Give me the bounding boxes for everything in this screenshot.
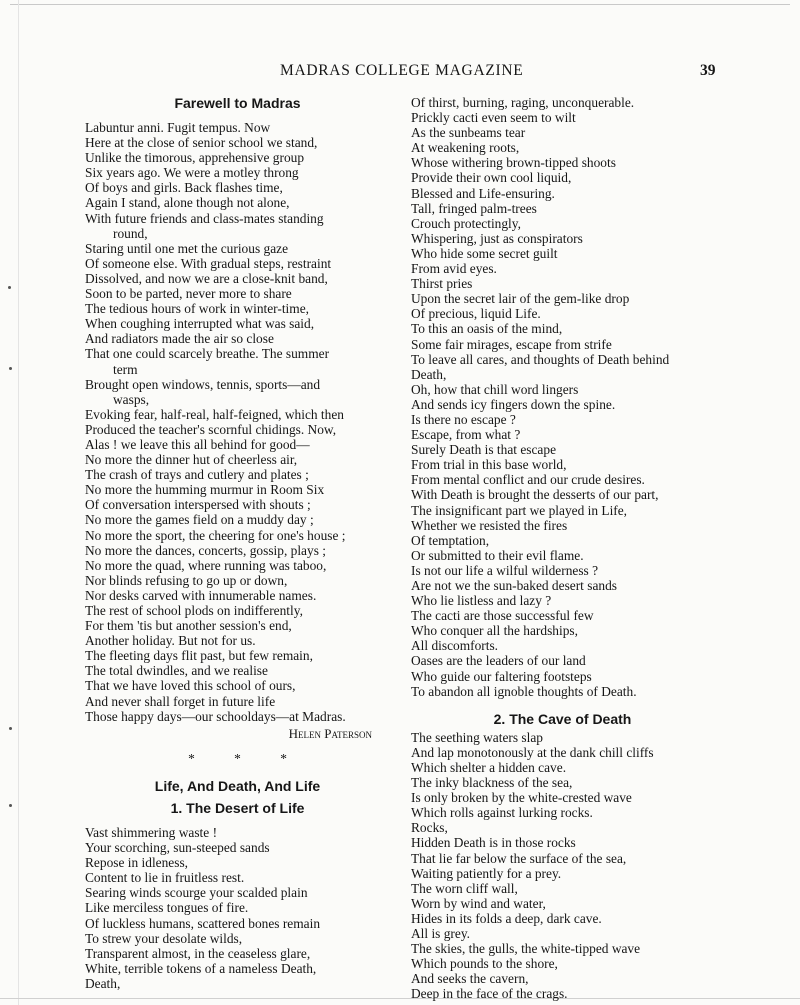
poem-line: Of temptation, — [411, 532, 490, 548]
poem-line: Escape, from what ? — [411, 427, 521, 443]
poem-line: Tall, fringed palm-trees — [411, 200, 537, 216]
poem-line: The seething waters slap — [411, 729, 544, 745]
poem-line: And never shall forget in future life — [85, 693, 276, 709]
poem-line: Of thirst, burning, raging, unconquerable. — [411, 95, 635, 110]
poem-line: From avid eyes. — [411, 261, 497, 277]
poem-line: Death, — [85, 975, 121, 991]
poem-line: The crash of trays and cutlery and plates ; — [85, 467, 309, 483]
poem-line: With future friends and class-mates standing — [85, 210, 324, 226]
poem-line: Of precious, liquid Life. — [411, 306, 541, 322]
poem-line: The worn cliff wall, — [411, 880, 518, 896]
poem-line: Unlike the timorous, apprehensive group — [85, 150, 305, 166]
poem-line: The rest of school plods on indifferently, — [85, 603, 303, 618]
poem-line: Produced the teacher's scornful chidings. Now, — [85, 421, 337, 437]
poem-line: The tedious hours of work in winter-time, — [85, 301, 309, 317]
poem-line: Crouch protectingly, — [411, 215, 521, 231]
poem-line: Of someone else. With gradual steps, restraint — [85, 255, 332, 271]
poem-line: The fleeting days flit past, but few remain, — [85, 648, 313, 664]
poem-line: Nor desks carved with innumerable names. — [85, 587, 317, 603]
poem-line: That lie far below the surface of the sea, — [411, 850, 627, 866]
poem-line: And lap monotonously at the dank chill cliffs — [411, 744, 654, 760]
poem-line: Worn by wind and water, — [411, 895, 546, 911]
poem-line: Your scorching, sun-steeped sands — [85, 840, 270, 856]
poem-line: When coughing interrupted what was said, — [85, 316, 315, 332]
poem-line: As the sunbeams tear — [411, 125, 526, 141]
poem-line: Death, — [411, 366, 447, 382]
poem-line: Who lie listless and lazy ? — [411, 593, 552, 609]
poem-line: Who hide some secret guilt — [411, 245, 558, 261]
poem-line: From trial in this base world, — [411, 457, 567, 473]
poem-line: Soon to be parted, never more to share — [85, 286, 292, 302]
poem-line: Here at the close of senior school we stand, — [85, 135, 318, 151]
poem-line: The inky blackness of the sea, — [411, 775, 573, 791]
page-number: 39 — [700, 62, 716, 79]
poem-line: No more the humming murmur in Room Six — [85, 482, 325, 498]
poem-line-continued: round, — [113, 225, 148, 241]
poem-line: Waiting patiently for a prey. — [411, 865, 562, 881]
right-column — [411, 95, 714, 1001]
poem-line: The cacti are those successful few — [411, 608, 594, 624]
poem-line: Alas ! we leave this all behind for good— — [85, 436, 310, 452]
poem-line: Of luckless humans, scattered bones remain — [85, 915, 321, 931]
poem-line: Oh, how that chill word lingers — [411, 381, 579, 397]
scan-dot — [9, 367, 12, 370]
poem-body — [85, 120, 390, 724]
poem-part-title: 1. The Desert of Life — [170, 799, 305, 816]
poem-line: Which pounds to the shore, — [411, 956, 558, 972]
poem-line: Who conquer all the hardships, — [411, 623, 578, 639]
poem-line: Whose withering brown-tipped shoots — [411, 155, 616, 171]
poem-line: Vast shimmering waste ! — [85, 824, 218, 840]
poem-line: Of boys and girls. Back flashes time, — [85, 180, 283, 196]
poem-line: From mental conflict and our crude desires. — [411, 472, 645, 488]
poem-line: Labuntur anni. Fugit tempus. Now — [85, 120, 271, 135]
poem-line: Whether we resisted the fires — [411, 517, 568, 533]
poem-line: Searing winds scourge your scalded plain — [85, 885, 308, 901]
scan-dot — [9, 727, 12, 730]
poem-line: Again I stand, alone though not alone, — [85, 195, 290, 211]
poem-line: Blessed and Life-ensuring. — [411, 185, 555, 201]
poem-line: The insignificant part we played in Life, — [411, 502, 628, 518]
poem-line: Are not we the sun-baked desert sands — [411, 578, 618, 593]
poem-line: That we have loved this school of ours, — [85, 678, 296, 694]
left-column — [85, 95, 390, 991]
poem-line: And seeks the cavern, — [411, 971, 529, 987]
poem-line: To abandon all ignoble thoughts of Death. — [411, 683, 637, 699]
poem-line-continued: term — [113, 361, 138, 377]
poem-line: Upon the secret lair of the gem-like drop — [411, 291, 630, 307]
poem-line: Evoking fear, half-real, half-feigned, which then — [85, 406, 344, 422]
poem-line: Content to lie in fruitless rest. — [85, 870, 245, 886]
poem-line: Provide their own cool liquid, — [411, 170, 572, 186]
poem-line: Repose in idleness, — [85, 855, 189, 871]
poem-line: With Death is brought the desserts of our part, — [411, 487, 659, 503]
poem-line: Dissolved, and now we are a close-knit band, — [85, 270, 328, 286]
poem-line: That one could scarcely breathe. The summer — [85, 346, 330, 362]
running-title: MADRAS COLLEGE MAGAZINE — [280, 62, 524, 79]
poem-line: Is only broken by the white-crested wave — [411, 790, 632, 806]
poem-line: Oases are the leaders of our land — [411, 653, 586, 669]
poem-line: Transparent almost, in the ceaseless glare, — [85, 945, 311, 961]
poem-title: Life, And Death, And Life — [154, 777, 321, 794]
binding-edge — [18, 0, 19, 1005]
scan-dot — [8, 286, 11, 289]
poem-title: Farewell to Madras — [174, 95, 301, 111]
poem-line: Surely Death is that escape — [411, 442, 557, 458]
poem-line: And sends icy fingers down the spine. — [411, 396, 616, 412]
poem-line: No more the dinner hut of cheerless air, — [85, 452, 298, 468]
poem-line: Which rolls against lurking rocks. — [411, 805, 593, 821]
poem-line: No more the sport, the cheering for one's house ; — [85, 527, 346, 543]
scan-dot — [9, 804, 12, 807]
poem-body — [85, 825, 390, 991]
poem-line: No more the dances, concerts, gossip, plays ; — [85, 542, 326, 558]
poem-line: Is there no escape ? — [411, 411, 516, 427]
poem-line: Prickly cacti even seem to wilt — [411, 110, 576, 126]
poem-line: All discomforts. — [411, 638, 499, 654]
poem-line: Some fair mirages, escape from strife — [411, 336, 612, 352]
poem-line: Hidden Death is in those rocks — [411, 835, 576, 851]
poem-line: For them 'tis but another session's end, — [85, 618, 292, 634]
poem-line: Brought open windows, tennis, sports—and — [85, 376, 321, 392]
poem-line: To strew your desolate wilds, — [85, 930, 243, 946]
poem-line: The skies, the gulls, the white-tipped wave — [411, 941, 641, 957]
poem-author: Helen Paterson — [288, 725, 372, 741]
poem-line: Like merciless tongues of fire. — [85, 900, 249, 916]
poem-line: Staring until one met the curious gaze — [85, 240, 289, 256]
poem-line-continued: wasps, — [113, 391, 150, 407]
poem-line: To leave all cares, and thoughts of Death behind — [411, 351, 670, 367]
poem-line: Or submitted to their evil flame. — [411, 547, 584, 563]
poem-line: White, terrible tokens of a nameless Death, — [85, 960, 317, 976]
poem-line: Another holiday. But not for us. — [85, 633, 256, 649]
poem-line: To this an oasis of the mind, — [411, 321, 563, 337]
poem-line: At weakening roots, — [411, 140, 520, 156]
poem-line: Is not our life a wilful wilderness ? — [411, 562, 599, 578]
poem-line: Who guide our faltering footsteps — [411, 668, 592, 684]
poem-line: Those happy days—our schooldays—at Madras. — [85, 708, 346, 724]
poem-body — [411, 730, 714, 1002]
poem-line: No more the games field on a muddy day ; — [85, 512, 314, 528]
poem-line: Nor blinds refusing to go up or down, — [85, 572, 288, 588]
poem-line: And radiators made the air so close — [85, 331, 274, 347]
poem-line: Hides in its folds a deep, dark cave. — [411, 910, 602, 926]
poem-line: No more the quad, where running was taboo, — [85, 557, 327, 573]
poem-line: Deep in the face of the crags. — [411, 986, 568, 1002]
poem-part-title: 2. The Cave of Death — [493, 710, 632, 727]
poem-line: Rocks, — [411, 820, 448, 836]
poem-line: Which shelter a hidden cave. — [411, 759, 567, 775]
poem-line: All is grey. — [411, 925, 471, 941]
top-rule — [10, 4, 790, 5]
poem-line: The total dwindles, and we realise — [85, 663, 268, 679]
poem-line: Six years ago. We were a motley throng — [85, 165, 299, 181]
poem-line: Of conversation interspersed with shouts ; — [85, 497, 311, 513]
section-separator: * * * — [188, 750, 305, 766]
poem-line: Whispering, just as conspirators — [411, 230, 583, 246]
poem-body — [411, 95, 714, 699]
poem-line: Thirst pries — [411, 276, 473, 292]
